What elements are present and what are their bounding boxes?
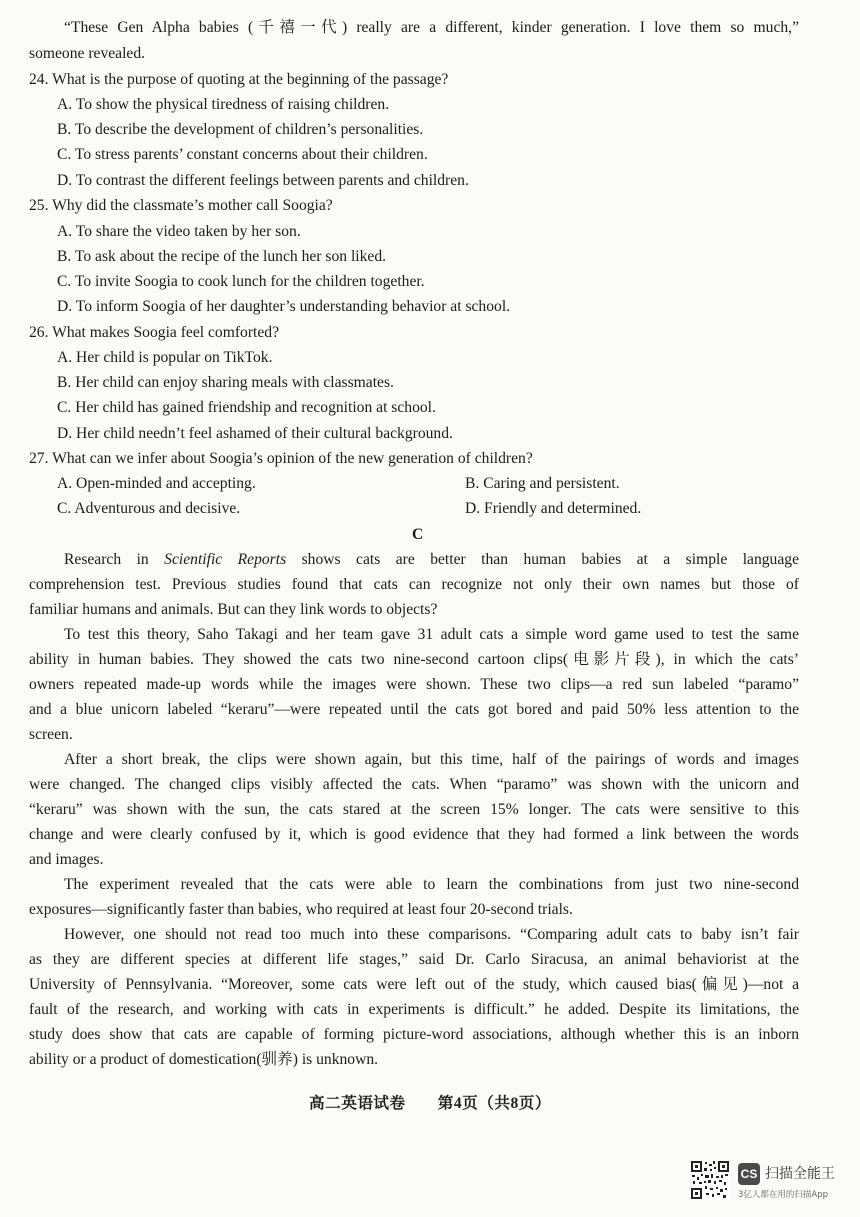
paragraph-line: and a blue unicorn labeled “keraru”—were repeated until the cats got bored and paid 50% less attention to the [29,701,799,718]
option-25-b: B. To ask about the recipe of the lunch her son liked. [57,248,387,265]
question-25-stem: 25. Why did the classmate’s mother call Soogia? [29,197,333,214]
paragraph-line: ability or a product of domestication(驯养) is unknown. [29,1051,379,1068]
option-24-a: A. To show the physical tiredness of raising children. [57,96,390,113]
option-27-a: A. Open-minded and accepting. [57,475,256,492]
page-footer: 高二英语试卷 第4页（共8页） [309,1095,551,1112]
paragraph-line: owners repeated made-up words while the images were shown. These two clips—a red sun labeled “paramo” [29,676,799,693]
paragraph-line: as they are different species at different life stages,” said Dr. Carlo Siracusa, an animal behaviorist at the [29,951,799,968]
option-25-c: C. To invite Soogia to cook lunch for the children together. [57,273,425,290]
option-26-d: D. Her child needn’t feel ashamed of their cultural background. [57,425,453,442]
option-25-d: D. To inform Soogia of her daughter’s understanding behavior at school. [57,298,511,315]
paragraph-line: change and were clearly confused by it, which is good evidence that they had formed a link between the words [29,826,799,843]
paragraph-line: After a short break, the clips were shown again, but this time, half of the pairings of words and images [64,751,799,768]
paragraph-line: ability in human babies. They showed the cats two nine-second cartoon clips(电影片段), in which the cats’ [29,651,799,668]
option-27-d: D. Friendly and determined. [465,500,642,517]
paragraph-line: study does show that cats are capable of forming picture-word associations, although whether this is an inborn [29,1026,799,1043]
paragraph-line: exposures—significantly faster than babies, who required at least four 20-second trials. [29,901,573,918]
qr-code-icon [690,1160,730,1200]
journal-name: Scientific Reports [164,551,287,568]
option-26-b: B. Her child can enjoy sharing meals with classmates. [57,374,394,391]
paragraph-line: were changed. The changed clips visibly affected the cats. When “paramo” was shown with the unicorn and [29,776,799,793]
paragraph-line: However, one should not read too much into these comparisons. “Comparing adult cats to baby isn’t fair [64,926,799,943]
paragraph-line: Research in Scientific Reports shows cats are better than human babies at a simple language [64,551,799,568]
paragraph-line: To test this theory, Saho Takagi and her team gave 31 adult cats a simple word game used to test the same [64,626,799,643]
paragraph-line: fault of the research, and working with cats in experiments is difficult.” he added. Despite its limitations, the [29,1001,799,1018]
option-26-c: C. Her child has gained friendship and recognition at school. [57,399,436,416]
paragraph-line: and images. [29,851,104,868]
camscanner-logo: CS [738,1163,760,1185]
option-24-d: D. To contrast the different feelings between parents and children. [57,172,469,189]
section-title: C [412,526,424,543]
option-24-b: B. To describe the development of children’s personalities. [57,121,424,138]
paragraph-line: “keraru” was shown with the sun, the cats stared at the screen 15% longer. The cats were sensitive to this [29,801,799,818]
option-27-c: C. Adventurous and decisive. [57,500,241,517]
quote-line: “These Gen Alpha babies (千禧一代) really are a different, kinder generation. I love them so much,” [64,19,799,36]
paragraph-line: comprehension test. Previous studies found that cats can recognize not only their own names but those of [29,576,799,593]
question-24-stem: 24. What is the purpose of quoting at the beginning of the passage? [29,71,449,88]
paragraph-line: screen. [29,726,73,743]
option-27-b: B. Caring and persistent. [465,475,620,492]
paragraph-line: University of Pennsylvania. “Moreover, some cats were left out of the study, which caused bias(偏见)—not a [29,976,799,993]
option-26-a: A. Her child is popular on TikTok. [57,349,273,366]
camscanner-name: 扫描全能王 [765,1166,835,1182]
paragraph-line: familiar humans and animals. But can they link words to objects? [29,601,438,618]
option-24-c: C. To stress parents’ constant concerns about their children. [57,146,428,163]
paragraph-line: The experiment revealed that the cats were able to learn the combinations from just two nine-second [64,876,799,893]
option-25-a: A. To share the video taken by her son. [57,223,301,240]
camscanner-tagline: 3亿人都在用的扫描App [738,1190,829,1200]
question-26-stem: 26. What makes Soogia feel comforted? [29,324,279,341]
question-27-stem: 27. What can we infer about Soogia’s opinion of the new generation of children? [29,450,533,467]
quote-line: someone revealed. [29,45,146,62]
